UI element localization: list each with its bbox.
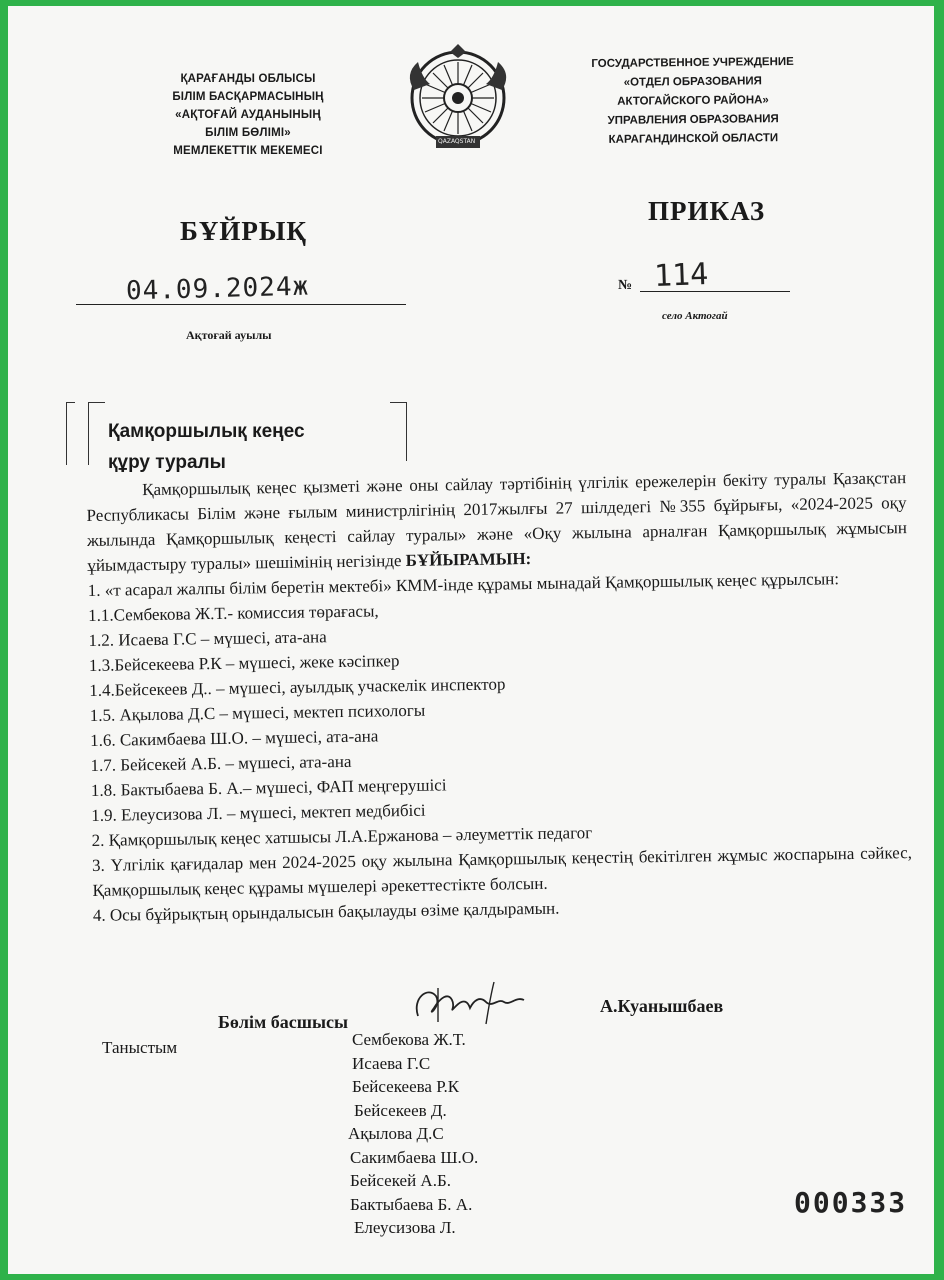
number-sign: № [618,278,633,293]
handwritten-number: 114 [653,257,709,294]
header-ru-line: УПРАВЛЕНИЯ ОБРАЗОВАНИЯ [607,113,779,127]
subject-line: құру туралы [108,452,226,473]
acknowledgement-name: Бейсекей А.Б. [350,1171,451,1190]
member-line: 1.4.Бейсекеев Д.. – мүшесі, ауылдық учаскелік инспектор [89,674,506,700]
acknowledgement-name: Ақылова Д.С [348,1124,444,1143]
acknowledgement-name: Елеусизова Л. [354,1218,456,1237]
signatory-role: Бөлім басшысы [218,1012,349,1032]
header-kz-line: «АҚТОҒАЙ АУДАНЫНЫҢ [175,109,321,121]
place-russian: село Актогай [662,310,728,322]
order-word: БҰЙЫРАМЫН: [405,549,532,570]
preamble-text: Қамқоршылық кеңес қызметі және оны сайлау тәртібінің үлгілік ережелерін бекіту туралы Қазақстан Республикасы Білім және ғылым министрлігінің 2017жылғы 27 шілдедегі №355 бұйрығы, «2024-2025 оқу жылында Қамқоршылық кеңесті сайлау туралы» және «Оқу жылына арналған Қамқоршылық жұмысын ұйымдастыру туралы» шешімінің негізінде [86,468,908,575]
member-line: 1.1.Сембекова Ж.Т.- комиссия төрағасы, [88,601,379,625]
header-kz-line: ҚАРАҒАНДЫ ОБЛЫСЫ [180,73,316,85]
member-line: 1.2. Исаева Г.С – мүшесі, ата-ана [88,627,327,650]
header-kz-line: МЕМЛЕКЕТТІК МЕКЕМЕСІ [173,145,323,157]
subject-bracket-left-inner [88,402,105,465]
member-line: 1.6. Сакимбаева Ш.О. – мүшесі, ата-ана [89,726,379,750]
emblem-text: QAZAQSTAN [438,138,476,145]
subject-bracket-left [66,402,75,465]
preamble-paragraph [86,465,907,578]
signatory-name: А.Куанышбаев [600,996,724,1016]
title-kazakh: БҰЙРЫҚ [180,216,307,246]
order-item-2: 2. Қамқоршылық кеңес хатшысы Л.А.Ержанова – әлеуметтік педагог [91,823,593,850]
order-body [86,465,913,928]
handwritten-signature [408,978,528,1033]
member-line: 1.8. Бактыбаева Б. А.– мүшесі, ФАП меңгерушісі [90,775,447,800]
header-kazakh [128,70,368,160]
header-ru-line: АКТОГАЙСКОГО РАЙОНА» [617,94,769,108]
handwritten-date: 04.09.2024ж [125,271,310,307]
member-line: 1.3.Бейсекеева Р.К – мүшесі, жеке кәсіпкер [88,651,400,675]
place-kazakh: Ақтоғай ауылы [186,328,272,342]
member-line: 1.7. Бейсекей А.Б. – мүшесі, ата-ана [90,751,352,775]
subject-bracket-right [390,402,407,461]
acknowledgement-name: Сакимбаева Ш.О. [350,1147,479,1167]
order-subject [108,416,305,478]
header-kz-line: БІЛІМ БАСҚАРМАСЫНЫҢ [172,91,324,103]
title-russian: ПРИКАЗ [648,196,766,226]
acknowledgement-label: Таныстым [102,1038,178,1057]
acknowledgement-name: Бейсекеева Р.К [352,1077,460,1096]
header-kz-line: БІЛІМ БӨЛІМІ» [205,127,291,139]
acknowledgement-name: Сембекова Ж.Т. [352,1030,466,1049]
date-underline [76,304,406,305]
number-underline [640,291,790,292]
order-item-4: 4. Осы бұйрықтың орындалысын бақылауды өзіме қалдырамын. [92,898,560,925]
header-ru-line: «ОТДЕЛ ОБРАЗОВАНИЯ [623,75,762,89]
acknowledgement-name: Бактыбаева Б. А. [350,1194,473,1214]
serial-number: 000333 [794,1186,908,1219]
header-ru-line: КАРАГАНДИНСКОЙ ОБЛАСТИ [608,132,779,146]
subject-line: Қамқоршылық кеңес [108,421,305,442]
member-line: 1.9. Елеусизова Л. – мүшесі, мектеп медбибісі [91,800,426,825]
document-page [8,6,934,1274]
order-item-3: 3. Үлгілік қағидалар мен 2024-2025 оқу жылына Қамқоршылық кеңестің бекітілген жұмыс жоспарына сәйкес, Қамқоршылық кеңес құрамы мүшелері әрекеттестікте болсын. [91,843,913,900]
header-russian [568,53,819,151]
header-ru-line: ГОСУДАРСТВЕННОЕ УЧРЕЖДЕНИЕ [591,55,794,71]
order-item-1: 1. «т асарал жалпы білім беретін мектебі» КММ-інде құрамы мынадай Қамқоршылық кеңес құрылсын: [87,569,840,600]
acknowledgement-list [340,1028,478,1240]
acknowledgement-name: Исаева Г.С [352,1053,431,1073]
acknowledgement-name: Бейсекеев Д. [354,1100,447,1120]
state-emblem-icon [400,44,516,156]
member-line: 1.5. Ақылова Д.С – мүшесі, мектеп психологы [89,700,426,725]
